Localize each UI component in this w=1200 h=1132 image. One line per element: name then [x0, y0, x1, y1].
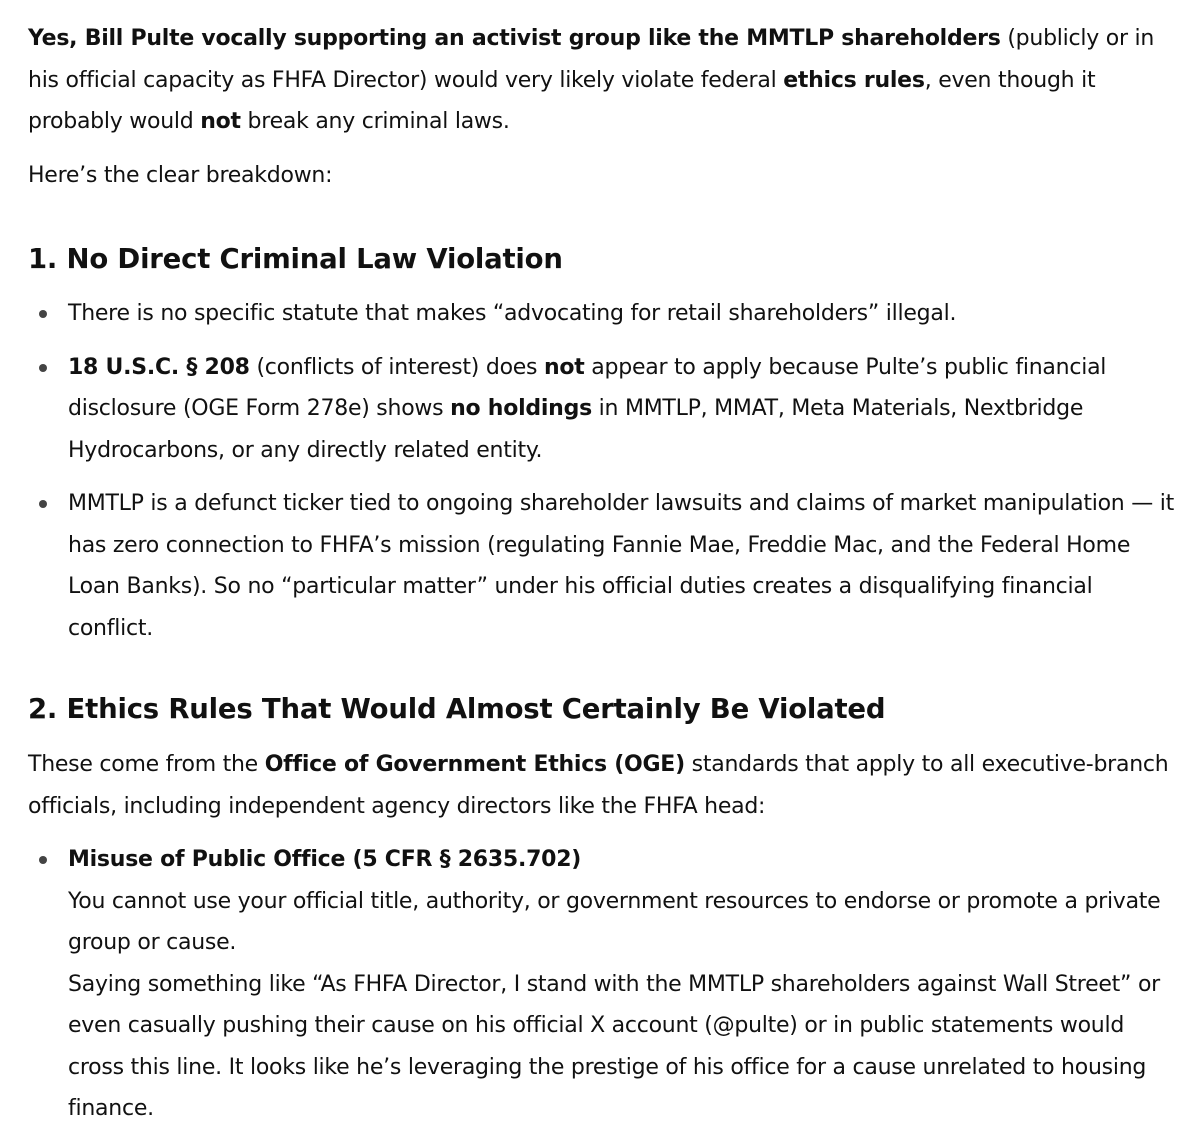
- misuse-title: Misuse of Public Office (5 CFR § 2635.702): [68, 847, 582, 872]
- no-holdings-bold: no holdings: [450, 396, 592, 421]
- section-2-list: [28, 839, 1178, 1130]
- list-item-text: appear to apply because Pulte’s public financial disclosure (OGE Form 278e) shows: [68, 354, 1107, 421]
- list-item-text: MMTLP is a defunct ticker tied to ongoing shareholder lawsuits and claims of market manipulation — it has zero connection to FHFA’s mission (regulating Fannie Mae, Freddie Mac, and the Federal Home Loan Banks). So no “particular matter” under his official duties creates a disqualifying financial conflict.: [68, 491, 1174, 641]
- bullet-dot: [39, 364, 47, 372]
- misuse-rule-text: You cannot use your official title, authority, or government resources to endorse or promote a private group or cause.: [68, 888, 1161, 955]
- section-2-paragraph: [28, 744, 1178, 827]
- list-item-text: There is no specific statute that makes “advocating for retail shareholders” illegal.: [68, 301, 957, 326]
- not-bold: not: [544, 354, 585, 380]
- section-2-text-2: standards that apply to all executive-branch officials, including independent agency directors like the FHFA head:: [28, 752, 1169, 819]
- statute-bold: 18 U.S.C. § 208: [68, 354, 250, 380]
- list-item: [28, 483, 1178, 649]
- response-content: [28, 18, 1178, 1130]
- list-item-text: (conflicts of interest) does: [249, 354, 545, 380]
- bullet-dot: [39, 310, 47, 318]
- list-item: [28, 839, 1178, 1130]
- intro-text-1: (publicly or in his official capacity as FHFA Director) would very likely violate federal: [28, 26, 1155, 93]
- list-item: [28, 293, 1178, 335]
- section-2-heading: 2. Ethics Rules That Would Almost Certainly Be Violated: [28, 693, 886, 725]
- oge-bold: Office of Government Ethics (OGE): [264, 752, 685, 777]
- list-item: [28, 347, 1178, 472]
- lead-paragraph: Here’s the clear breakdown:: [28, 162, 333, 188]
- bullet-dot: [39, 856, 47, 864]
- intro-bold-ethics-rules: ethics rules: [783, 67, 925, 93]
- section-1-list: [28, 293, 1178, 649]
- intro-paragraph: [28, 18, 1178, 143]
- intro-bold-not: not: [200, 109, 241, 134]
- list-item-text: in MMTLP, MMAT, Meta Materials, Nextbridge Hydrocarbons, or any directly related entity.: [68, 396, 1084, 463]
- bullet-dot: [39, 500, 47, 508]
- intro-text-2: , even though it probably would: [28, 67, 1096, 134]
- section-2-text-1: These come from the: [28, 752, 265, 777]
- section-1-heading: 1. No Direct Criminal Law Violation: [28, 243, 563, 275]
- intro-bold-claim: Yes, Bill Pulte vocally supporting an activist group like the MMTLP shareholders: [28, 26, 1001, 51]
- misuse-example-text: Saying something like “As FHFA Director, I stand with the MMTLP shareholders against Wall Street” or even casually pushing their cause on his official X account (@pulte) or in public statements would cross this line. It looks like he’s leveraging the prestige of his office for a cause unrelated to housing finance.: [68, 971, 1160, 1121]
- intro-text-3: break any criminal laws.: [240, 109, 510, 134]
